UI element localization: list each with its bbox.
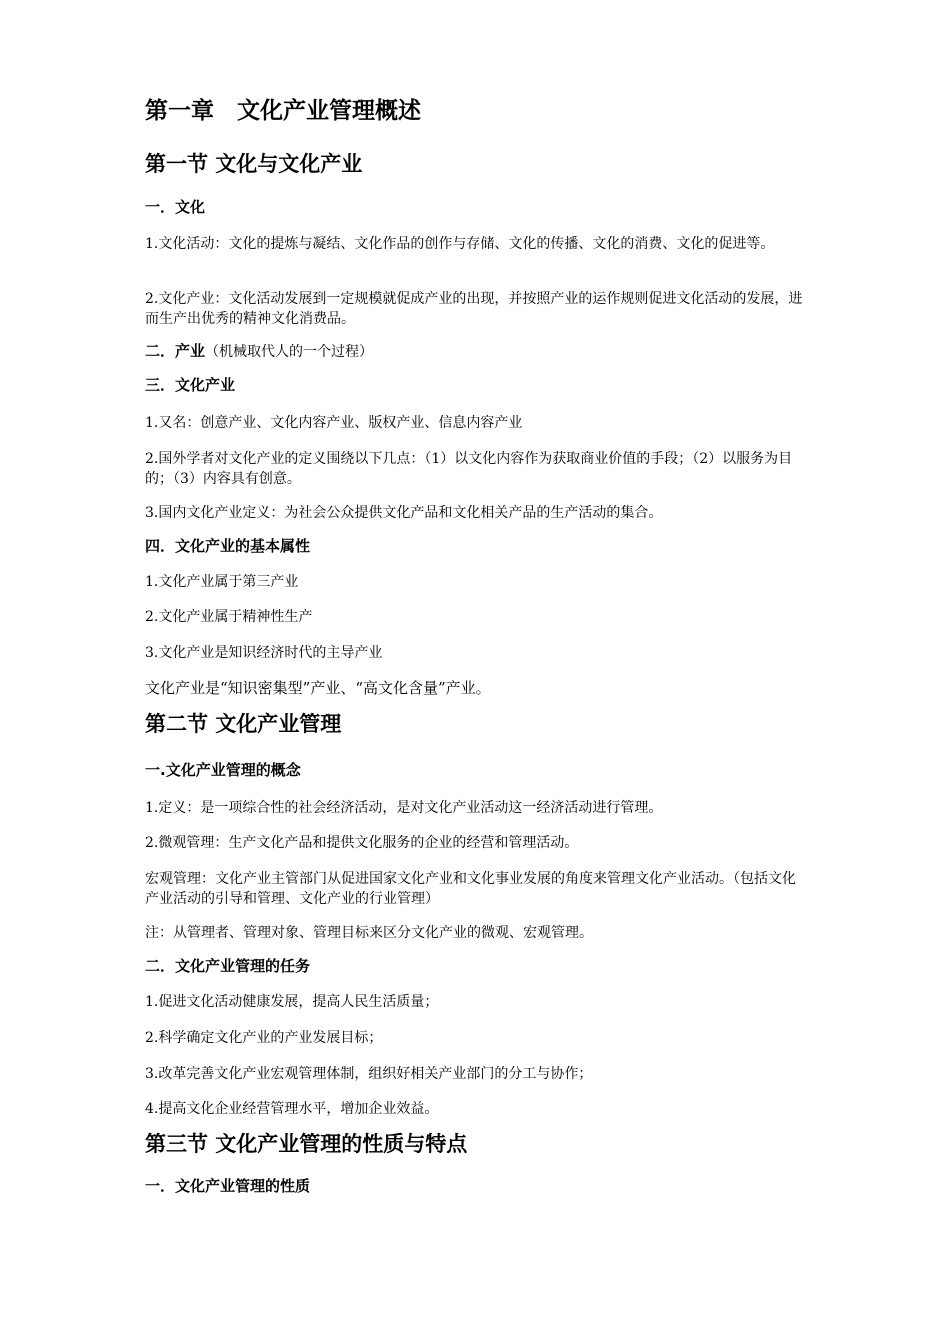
subheading-cultural-industry: 三．文化产业 [145,376,236,394]
chapter-title: 第一章 文化产业管理概述 [145,98,421,124]
paragraph-task-4: 4.提高文化企业经营管理水平，增加企业效益。 [145,1101,439,1117]
paragraph-task-2: 2.科学确定文化产业的产业发展目标； [145,1030,383,1046]
paragraph-alias: 1.又名：创意产业、文化内容产业、版权产业、信息内容产业 [145,415,523,431]
paragraph-definition: 1.定义：是一项综合性的社会经济活动，是对文化产业活动这一经济活动进行管理。 [145,800,663,816]
section-title-2: 第二节 文化产业管理 [145,712,342,736]
paragraph-micro-management: 2.微观管理：生产文化产品和提供文化服务的企业的经营和管理活动。 [145,835,579,851]
paragraph-foreign-definition: 2.国外学者对文化产业的定义围绕以下几点：（1）以文化内容作为获取商业价值的手段；（2）以服务为目的；（3）内容具有创意。 [145,451,793,487]
paragraph-domestic-definition: 3.国内文化产业定义：为社会公众提供文化产品和文化相关产品的生产活动的集合。 [145,505,663,521]
paragraph-task-3: 3.改革完善文化产业宏观管理体制，组织好相关产业部门的分工与协作； [145,1066,593,1082]
subheading-basic-attributes: 四．文化产业的基本属性 [145,537,311,555]
subheading-management-nature: 一．文化产业管理的性质 [145,1177,311,1195]
subheading-industry-text: 二．产业 [145,342,206,360]
paragraph-task-1: 1.促进文化活动健康发展，提高人民生活质量； [145,994,439,1010]
subheading-industry-note: （机械取代人的一个过程） [205,344,374,360]
section-title-1: 第一节 文化与文化产业 [145,152,363,176]
paragraph-cultural-industry: 2.文化产业：文化活动发展到一定规模就促成产业的出现，并按照产业的运作规则促进文化活动的发展，进而生产出优秀的精神文化消费品。 [145,291,803,327]
subheading-culture: 一．文化 [145,198,206,216]
paragraph-attribute-1: 1.文化产业属于第三产业 [145,574,299,590]
paragraph-knowledge-intensive: 文化产业是“知识密集型”产业、“高文化含量”产业。 [145,679,491,697]
subheading-management-concept: 一.文化产业管理的概念 [145,761,301,779]
paragraph-macro-management: 宏观管理：文化产业主管部门从促进国家文化产业和文化事业发展的角度来管理文化产业活动。（包括文化产业活动的引导和管理、文化产业的行业管理） [145,871,796,907]
section-title-3: 第三节 文化产业管理的性质与特点 [145,1132,468,1156]
paragraph-attribute-3: 3.文化产业是知识经济时代的主导产业 [145,645,383,661]
paragraph-cultural-activity: 1.文化活动：文化的提炼与凝结、文化作品的创作与存储、文化的传播、文化的消费、文化的促进等。 [145,236,775,252]
subheading-industry [145,341,805,362]
paragraph-attribute-2: 2.文化产业属于精神性生产 [145,609,313,625]
paragraph-note: 注：从管理者、管理对象、管理目标来区分文化产业的微观、宏观管理。 [145,925,593,941]
subheading-management-tasks: 二．文化产业管理的任务 [145,957,311,975]
